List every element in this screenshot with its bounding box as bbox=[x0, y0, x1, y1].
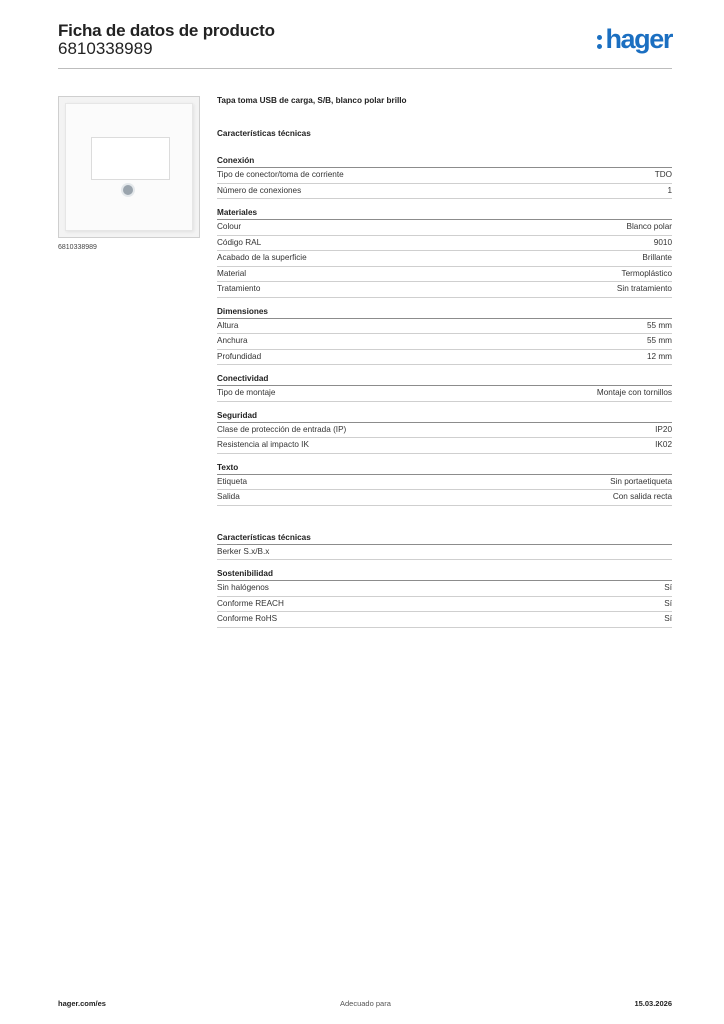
spec-value: IK02 bbox=[655, 440, 672, 449]
section-title: Características técnicas bbox=[217, 533, 672, 545]
spec-row bbox=[217, 267, 672, 283]
product-image bbox=[58, 96, 200, 238]
usb-port-icon bbox=[123, 185, 133, 195]
hager-logo bbox=[597, 26, 672, 53]
spec-value: Con salida recta bbox=[612, 492, 672, 501]
spec-row bbox=[217, 545, 672, 561]
spec-section bbox=[217, 569, 672, 628]
label-slot-icon bbox=[91, 137, 170, 180]
spec-section bbox=[217, 208, 672, 298]
product-name: Tapa toma USB de carga, S/B, blanco polar brillo bbox=[217, 96, 407, 105]
spec-row bbox=[217, 334, 672, 350]
spec-value: 55 mm bbox=[646, 336, 672, 345]
spec-row bbox=[217, 184, 672, 200]
spec-row bbox=[217, 168, 672, 184]
spec-content bbox=[217, 96, 672, 637]
cover-plate-icon bbox=[65, 103, 193, 231]
footer-center-text: Adecuado para bbox=[340, 999, 391, 1008]
footer-date: 15.03.2026 bbox=[634, 999, 672, 1008]
image-caption: 6810338989 bbox=[58, 244, 97, 251]
spec-label: Etiqueta bbox=[217, 476, 248, 486]
spec-label: Conforme REACH bbox=[217, 598, 284, 608]
spec-label: Berker S.x/B.x bbox=[217, 546, 270, 556]
spec-value: Sí bbox=[664, 614, 672, 623]
header-divider bbox=[58, 68, 672, 69]
spec-section bbox=[217, 374, 672, 402]
spec-value: Montaje con tornillos bbox=[596, 388, 672, 397]
document-title: Ficha de datos de producto bbox=[58, 21, 275, 40]
spec-row bbox=[217, 612, 672, 628]
spec-label: Resistencia al impacto IK bbox=[217, 440, 309, 449]
spec-row bbox=[217, 490, 672, 506]
spec-label: Clase de protección de entrada (IP) bbox=[217, 424, 347, 434]
spec-value: Sin portaetiqueta bbox=[610, 476, 672, 486]
section-title: Sostenibilidad bbox=[217, 569, 672, 581]
spec-row bbox=[217, 597, 672, 613]
spec-label: Altura bbox=[217, 320, 239, 330]
section-title: Materiales bbox=[217, 208, 672, 220]
spec-label: Conforme RoHS bbox=[217, 614, 278, 623]
spec-label: Colour bbox=[217, 222, 242, 231]
section-title: Conexión bbox=[217, 156, 672, 168]
spec-label: Material bbox=[217, 268, 247, 278]
spec-section bbox=[217, 411, 672, 454]
specs-heading: Características técnicas bbox=[217, 129, 311, 138]
spec-value: Blanco polar bbox=[626, 222, 672, 231]
spec-section bbox=[217, 463, 672, 506]
spec-label: Código RAL bbox=[217, 237, 262, 247]
spec-value: Brillante bbox=[642, 253, 672, 262]
section-title: Conectividad bbox=[217, 374, 672, 386]
spec-row bbox=[217, 236, 672, 252]
spec-row bbox=[217, 282, 672, 298]
spec-label: Salida bbox=[217, 492, 240, 501]
spec-value: IP20 bbox=[655, 424, 672, 434]
spec-value: TDO bbox=[654, 170, 672, 179]
spec-section bbox=[217, 533, 672, 561]
section-title: Seguridad bbox=[217, 411, 672, 423]
spec-value: Sí bbox=[664, 598, 672, 608]
spec-value: Sin tratamiento bbox=[616, 284, 672, 293]
section-spacer bbox=[217, 515, 672, 533]
spec-value: 1 bbox=[667, 185, 672, 195]
section-title: Dimensiones bbox=[217, 307, 672, 319]
spec-label: Tipo de conector/toma de corriente bbox=[217, 170, 344, 179]
spec-label: Anchura bbox=[217, 336, 248, 345]
spec-row bbox=[217, 475, 672, 491]
footer-website: hager.com/es bbox=[58, 999, 106, 1008]
spec-row bbox=[217, 350, 672, 366]
spec-value: 55 mm bbox=[646, 320, 672, 330]
spec-sections bbox=[217, 156, 672, 506]
spec-value: 12 mm bbox=[646, 351, 672, 361]
section-title: Texto bbox=[217, 463, 672, 475]
spec-label: Acabado de la superficie bbox=[217, 253, 307, 262]
logo-dots-icon bbox=[597, 35, 602, 49]
spec-row bbox=[217, 319, 672, 335]
spec-row bbox=[217, 251, 672, 267]
spec-label: Tratamiento bbox=[217, 284, 261, 293]
spec-row bbox=[217, 438, 672, 454]
spec-row bbox=[217, 581, 672, 597]
extra-spec-sections bbox=[217, 533, 672, 628]
logo-wordmark: hager bbox=[605, 24, 672, 54]
spec-section bbox=[217, 156, 672, 199]
spec-section bbox=[217, 307, 672, 366]
spec-row bbox=[217, 423, 672, 439]
spec-row bbox=[217, 386, 672, 402]
product-code: 6810338989 bbox=[58, 39, 153, 58]
spec-label: Número de conexiones bbox=[217, 185, 302, 195]
spec-label: Profundidad bbox=[217, 351, 262, 361]
spec-label: Tipo de montaje bbox=[217, 388, 276, 397]
spec-label: Sin halógenos bbox=[217, 583, 269, 592]
spec-value: 9010 bbox=[653, 237, 672, 247]
spec-row bbox=[217, 220, 672, 236]
spec-value: Sí bbox=[664, 583, 672, 592]
spec-value: Termoplástico bbox=[621, 268, 672, 278]
